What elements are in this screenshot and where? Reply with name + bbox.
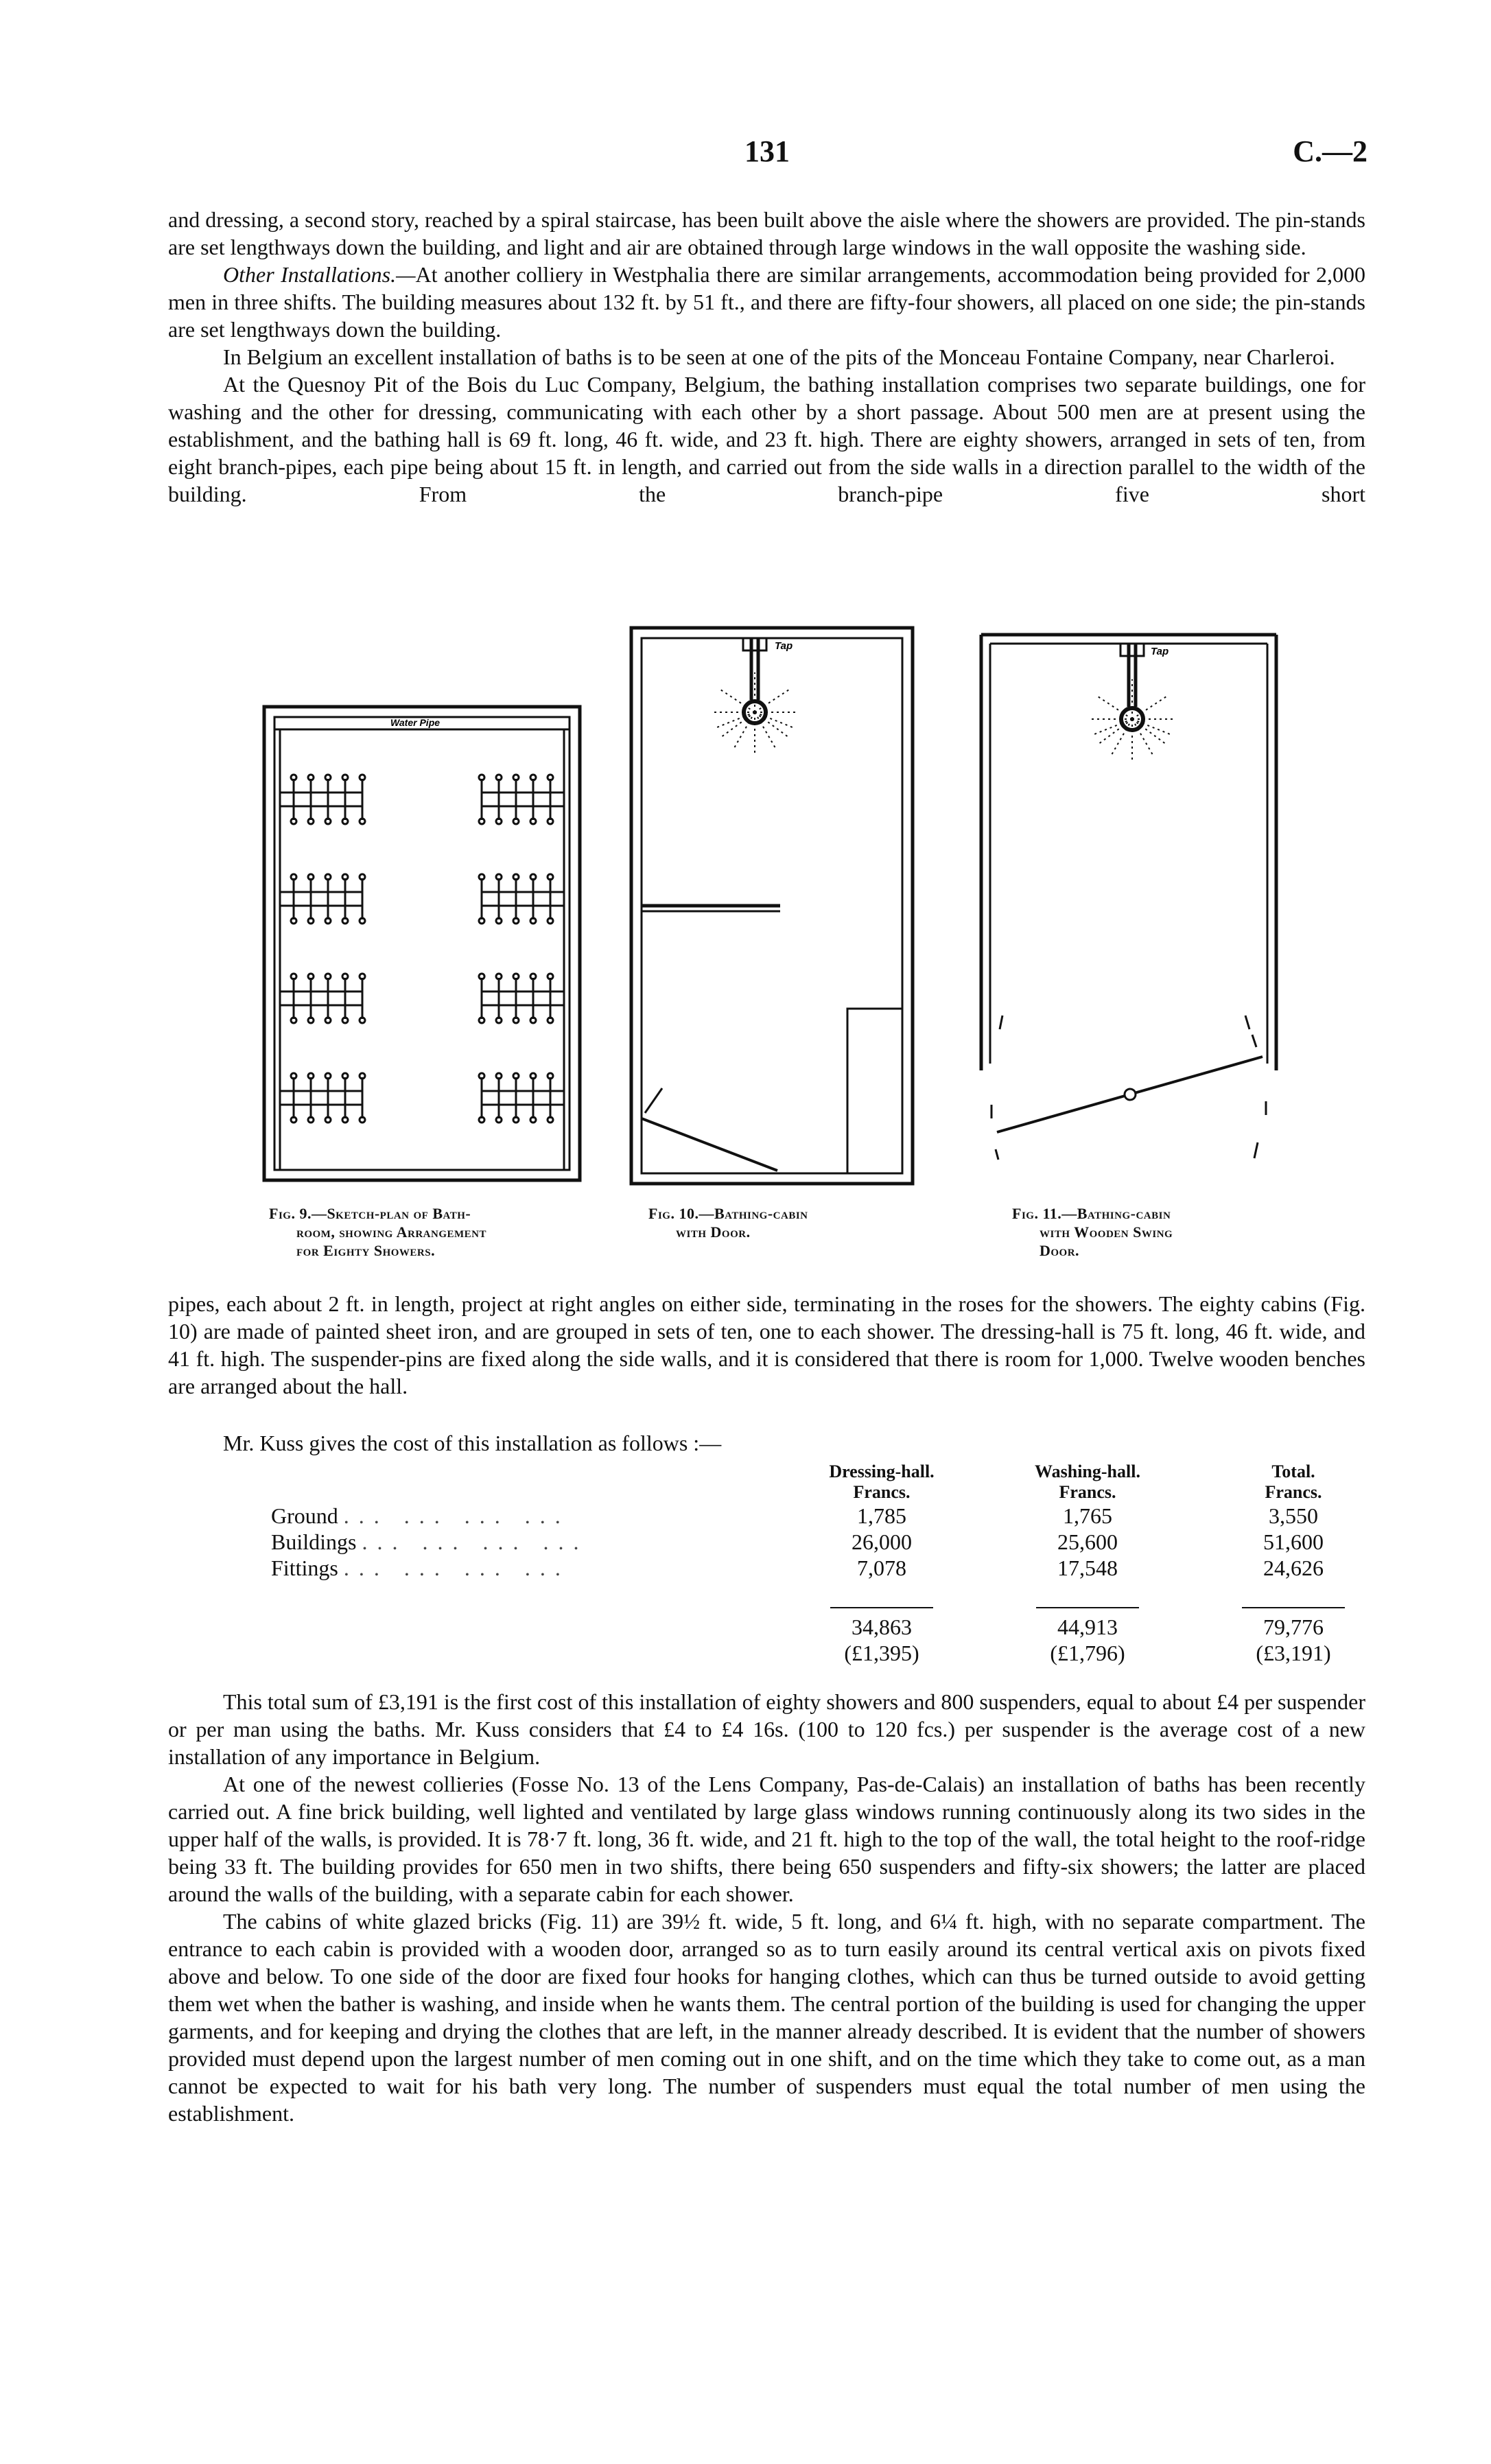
table-cell: 1,765: [1063, 1503, 1112, 1528]
row-label-ground: Ground: [271, 1503, 338, 1528]
table-row-totals: [271, 1614, 1396, 1640]
figure-10-caption-line-2: with Door.: [676, 1223, 751, 1241]
figure-10-bathing-cabin-with-door: [628, 624, 916, 1187]
table-rule-row: [271, 1581, 1396, 1614]
paragraph-7: At one of the newest collieries (Fosse No. 13 of the Lens Company, Pas-de-Calais) an installation of baths has been recently carried out. A fine brick building, well lighted and ventilated by large glass windows running continuously along its two sides in the upper half of the walls, is provided. It is 78·7 ft. long, 36 ft. wide, and 21 ft. high to the top of the wall, the total height to the roof-ridge being 33 ft. The building provides for 650 men in two shifts, there being 650 suspenders and fifty-six showers; the latter are placed around the walls of the building, with a separate cabin for each shower.: [168, 1772, 1365, 1906]
paragraph-1: and dressing, a second story, reached by a spiral staircase, has been built above the aisle where the showers are provided. The pin-stands are set lengthways down the building, and light and air are obtained through large windows in the wall opposite the washing side.: [168, 207, 1365, 259]
paragraph-3: In Belgium an excellent installation of baths is to be seen at one of the pits of the Monceau Fontaine Company, near Charleroi.: [223, 344, 1335, 369]
water-pipe-label: Water Pipe: [390, 717, 441, 728]
figure-11-caption: [1012, 1204, 1300, 1260]
col-header-dressing-hall: Dressing-hall. Francs.: [829, 1462, 935, 1502]
table-cell: 1,785: [857, 1503, 906, 1528]
paragraph-5: pipes, each about 2 ft. in length, project at right angles on either side, terminating in the roses for the showers. The eighty cabins (Fig. 10) are made of painted sheet iron, and are grouped in sets of ten, one to each shower. The dressing-hall is 75 ft. long, 46 ft. wide, and 41 ft. high. The suspender-pins are fixed along the side walls, and it is considered that there is room for 1,000. Twelve wooden benches are arranged about the hall.: [168, 1291, 1365, 1398]
figure-11-caption-line-2: with Wooden Swing: [1040, 1223, 1173, 1241]
paragraph-2-body: At another colliery in Westphalia there are similar arrangements, accommodation being provided for 2,000 men in three shifts. The building measures about 132 ft. by 51 ft., and there are fifty-four showers, all placed on one side; the pin-stands are set lengthways down the building.: [168, 262, 1366, 342]
figure-10-caption: [648, 1204, 937, 1241]
figure-9-bathroom-plan: [261, 703, 583, 1184]
leader-dots: ... ... ... ...: [343, 1556, 570, 1580]
tap-label-fig10: Tap: [775, 640, 793, 652]
table-row-sterling: [271, 1640, 1396, 1666]
table-cell: 26,000: [852, 1529, 912, 1554]
table-cell-sterling: (£3,191): [1256, 1641, 1331, 1665]
tap-label-fig11: Tap: [1151, 646, 1169, 657]
page-header: [0, 134, 1491, 175]
table-row: [271, 1529, 1396, 1555]
leader-dots: ... ... ... ...: [343, 1503, 570, 1528]
figure-11-bathing-cabin-with-swing-door: [978, 631, 1280, 1187]
row-label-fittings: Fittings: [271, 1556, 338, 1580]
table-cell: 25,600: [1057, 1529, 1118, 1554]
table-row: [271, 1503, 1396, 1529]
document-reference: C.—2: [1293, 134, 1367, 168]
paragraph-8: The cabins of white glazed bricks (Fig. 11) are 39½ ft. wide, 5 ft. long, and 6¼ ft. high, with no separate compartment. The entrance to each cabin is provided with a wooden door, arranged so as to turn easily around its central vertical axis on pivots fixed above and below. To one side of the door are fixed four hooks for hanging clothes, which can thus be turned outside to avoid getting them wet when the bather is washing, and inside when he wants them. The central portion of the building is used for changing the upper garments, and for keeping and drying the clothes that are left, in the manner already described. It is evident that the number of showers provided must depend upon the largest number of men coming out in one shift, and on the time which they take to come out, as a man cannot be expected to wait for his bath very long. The number of suspenders must equal the total number of men using the establishment.: [168, 1909, 1365, 2126]
cost-intro: Mr. Kuss gives the cost of this installation as follows :—: [223, 1431, 722, 1455]
paragraph-4: At the Quesnoy Pit of the Bois du Luc Company, Belgium, the bathing installation comprises two separate buildings, one for washing and the other for dressing, communicating with each other by a short passage. About 500 men are at present using the establishment, and the bathing hall is 69 ft. long, 46 ft. wide, and 23 ft. high. There are eighty showers, arranged in sets of ten, from eight branch-pipes, each pipe being about 15 ft. in length, and carried out from the side walls in a direction parallel to the width of the building. From the branch-pipe five short: [168, 372, 1365, 506]
text-block-bottom: [168, 1688, 1365, 2127]
figure-9-caption-line-3: for Eighty Showers.: [296, 1242, 436, 1259]
table-cell-sterling: (£1,796): [1050, 1641, 1125, 1665]
text-block-top: [168, 206, 1365, 508]
figure-11-caption-line-3: Door.: [1040, 1242, 1080, 1259]
leader-dots: ... ... ... ...: [362, 1529, 589, 1554]
col-header-washing-hall: Washing-hall. Francs.: [1035, 1462, 1140, 1502]
table-cell: 7,078: [857, 1556, 906, 1580]
col-header-total: Total. Francs.: [1265, 1462, 1322, 1502]
table-cell: 17,548: [1057, 1556, 1118, 1580]
table-cell-sterling: (£1,395): [844, 1641, 919, 1665]
sum-rule: [1242, 1607, 1345, 1608]
table-cell-total: 79,776: [1263, 1615, 1324, 1639]
table-cell-total: 44,913: [1057, 1615, 1118, 1639]
figure-11-caption-line-1: Fig. 11.—Bathing-cabin: [1012, 1205, 1171, 1222]
sum-rule: [830, 1607, 933, 1608]
page-number: 131: [744, 134, 790, 168]
table-cell: 3,550: [1269, 1503, 1318, 1528]
table-row: [271, 1555, 1396, 1581]
cost-table: [271, 1462, 1396, 1666]
sum-rule: [1036, 1607, 1139, 1608]
cost-table-header-row: [271, 1462, 1396, 1503]
figure-9-caption-line-2: room, showing Arrangement: [296, 1223, 487, 1241]
table-cell: 24,626: [1263, 1556, 1324, 1580]
table-cell-total: 34,863: [852, 1615, 912, 1639]
section-heading-other-installations: Other Installations.—: [223, 262, 416, 287]
figure-9-caption: [269, 1204, 591, 1260]
paragraph-6: This total sum of £3,191 is the first cost of this installation of eighty showers and 800 suspenders, equal to about £4 per suspender or per man using the baths. Mr. Kuss considers that £4 to £4 16s. (100 to 120 fcs.) per suspender is the average cost of a new installation of any importance in Belgium.: [168, 1689, 1365, 1769]
figure-9-caption-line-1: Fig. 9.—Sketch-plan of Bath-: [269, 1205, 471, 1222]
text-block-after-figures: [168, 1290, 1365, 1400]
table-cell: 51,600: [1263, 1529, 1324, 1554]
figure-10-caption-line-1: Fig. 10.—Bathing-cabin: [648, 1205, 808, 1222]
paragraph-2: [168, 261, 1365, 343]
row-label-buildings: Buildings: [271, 1529, 357, 1554]
